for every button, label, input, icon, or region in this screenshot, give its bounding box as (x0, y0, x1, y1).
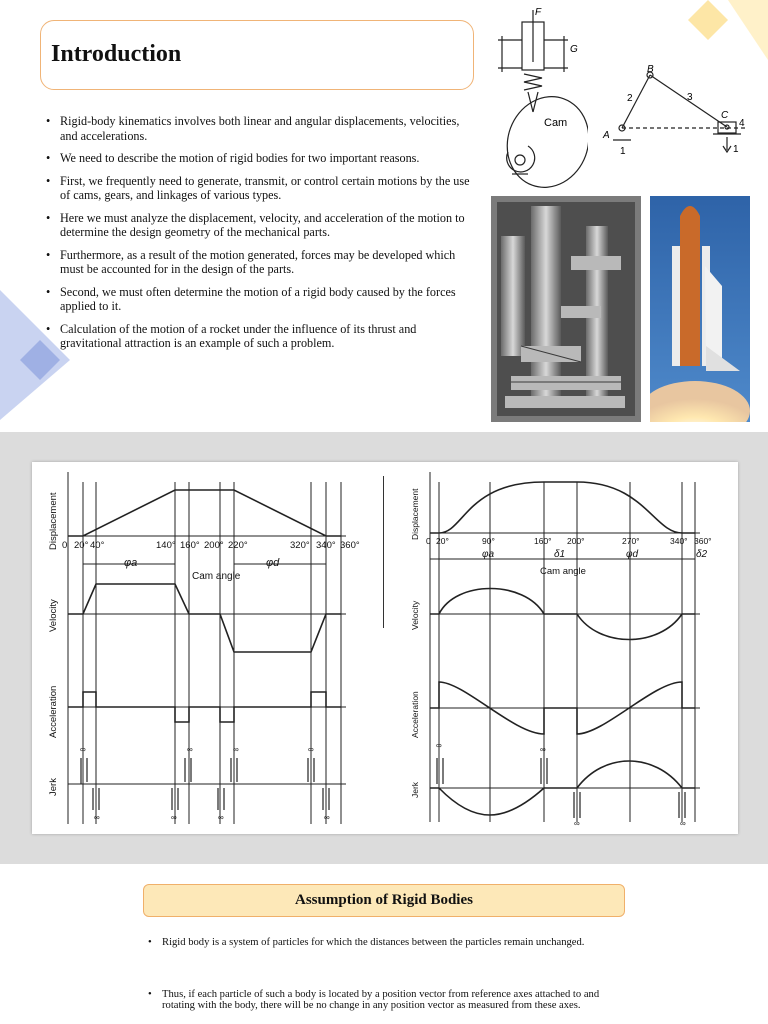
ylabel-displacement: Displacement (410, 488, 420, 540)
inf-label: ∞ (187, 745, 193, 754)
bullet-item: • Rigid body is a system of particles for which the distances between the particles remain unchanged. (148, 938, 628, 949)
inf-label: ∞ (218, 813, 224, 822)
left-cam-plots (32, 462, 382, 834)
inf-label: ∞ (680, 819, 686, 828)
inf-label: ∞ (308, 745, 314, 754)
tick-220: 220° (228, 540, 248, 551)
ylabel-acceleration: Acceleration (48, 685, 59, 738)
bullet-item: • Rigid-body kinematics involves both linear and angular displacements, velocities, and accelerations. (44, 114, 472, 143)
ylabel-displacement: Displacement (48, 492, 59, 550)
assumption-bullet-list-2 (148, 990, 628, 1011)
tick-40: 40° (90, 540, 105, 551)
tick-360: 360° (694, 536, 712, 546)
space-shuttle-photo (650, 196, 750, 422)
inf-label: ∞ (324, 813, 330, 822)
ylabel-jerk: Jerk (48, 778, 59, 796)
tick-340: 340° (316, 540, 336, 551)
label-cam: Cam (544, 117, 568, 129)
bullet-item: • Thus, if each particle of such a body is located by a position vector from reference axes attached to and rotating with the body, there will be no change in any position vector as measured from these axes. (148, 990, 628, 1011)
tick-140: 140° (156, 540, 176, 551)
tick-360: 360° (340, 540, 360, 551)
inf-label: ∞ (574, 819, 580, 828)
tick-20: 20° (74, 540, 89, 551)
label-g: G (570, 44, 578, 55)
bullet-item: • We need to describe the motion of rigid bodies for two important reasons. (44, 151, 472, 166)
cam-follower-diagram (488, 2, 588, 192)
bullet-item: • Calculation of the motion of a rocket under the influence of its thrust and gravitational attraction is an example of such a problem. (44, 322, 472, 351)
gearbox-photo (491, 196, 641, 422)
ylabel-jerk: Jerk (410, 781, 420, 798)
assumption-bullet-list (148, 938, 628, 949)
tick-160: 160° (180, 540, 200, 551)
intro-bullet-list (44, 114, 472, 359)
tick-340: 340° (670, 536, 688, 546)
label-c: C (721, 110, 729, 121)
cam-angle-label: Cam angle (192, 571, 241, 582)
delta2-label: δ2 (696, 549, 708, 560)
label-1-right: 1 (733, 144, 739, 155)
bullet-item: • First, we frequently need to generate, transmit, or control certain motions by the use of cams, gears, and linkages of various types. (44, 174, 472, 203)
phi-a-label: φa (124, 557, 138, 569)
bullet-item: • Here we must analyze the displacement, velocity, and acceleration of the motion to determine the design geometry of the mechanical parts. (44, 211, 472, 240)
label-f: F (535, 7, 542, 18)
plots-divider (383, 476, 384, 628)
ylabel-acceleration: Acceleration (410, 691, 420, 738)
title-box (40, 20, 474, 90)
tick-320: 320° (290, 540, 310, 551)
tick-0: 0 (426, 536, 431, 546)
inf-label: ∞ (540, 745, 546, 754)
slide-title: Introduction (51, 41, 182, 67)
cam-motion-plots-card (32, 462, 738, 834)
inf-label: ∞ (94, 813, 100, 822)
bullet-item: • Furthermore, as a result of the motion generated, forces may be developed which must be accounted for in the design of the parts. (44, 248, 472, 277)
label-b: B (647, 64, 654, 75)
label-3: 3 (687, 92, 693, 103)
inf-label: ∞ (171, 813, 177, 822)
ylabel-velocity: Velocity (48, 599, 59, 632)
slider-crank-diagram (595, 60, 765, 160)
ylabel-velocity: Velocity (410, 600, 420, 630)
bullet-item: • Second, we must often determine the motion of a rigid body caused by the forces applied to it. (44, 285, 472, 314)
inf-label: ∞ (233, 745, 239, 754)
assumption-title: Assumption of Rigid Bodies (143, 884, 625, 917)
delta1-label: δ1 (554, 549, 566, 560)
phi-d-label: φd (266, 557, 280, 569)
label-1-left: 1 (620, 146, 626, 157)
intro-slide (0, 0, 768, 432)
cam-angle-label: Cam angle (540, 566, 586, 577)
inf-label: ∞ (436, 741, 442, 750)
tick-20: 20° (436, 536, 449, 546)
right-cam-plots (404, 462, 734, 834)
phi-d-label: φd (626, 549, 639, 560)
tick-0: 0 (62, 540, 68, 551)
label-4: 4 (739, 118, 745, 129)
tick-200: 200° (204, 540, 224, 551)
tick-270: 270° (622, 536, 640, 546)
tick-160: 160° (534, 536, 552, 546)
tick-200: 200° (567, 536, 585, 546)
tick-90: 90° (482, 536, 495, 546)
phi-a-label: φa (482, 549, 495, 560)
label-2: 2 (627, 93, 633, 104)
inf-label: ∞ (80, 745, 86, 754)
label-a: A (603, 130, 610, 141)
